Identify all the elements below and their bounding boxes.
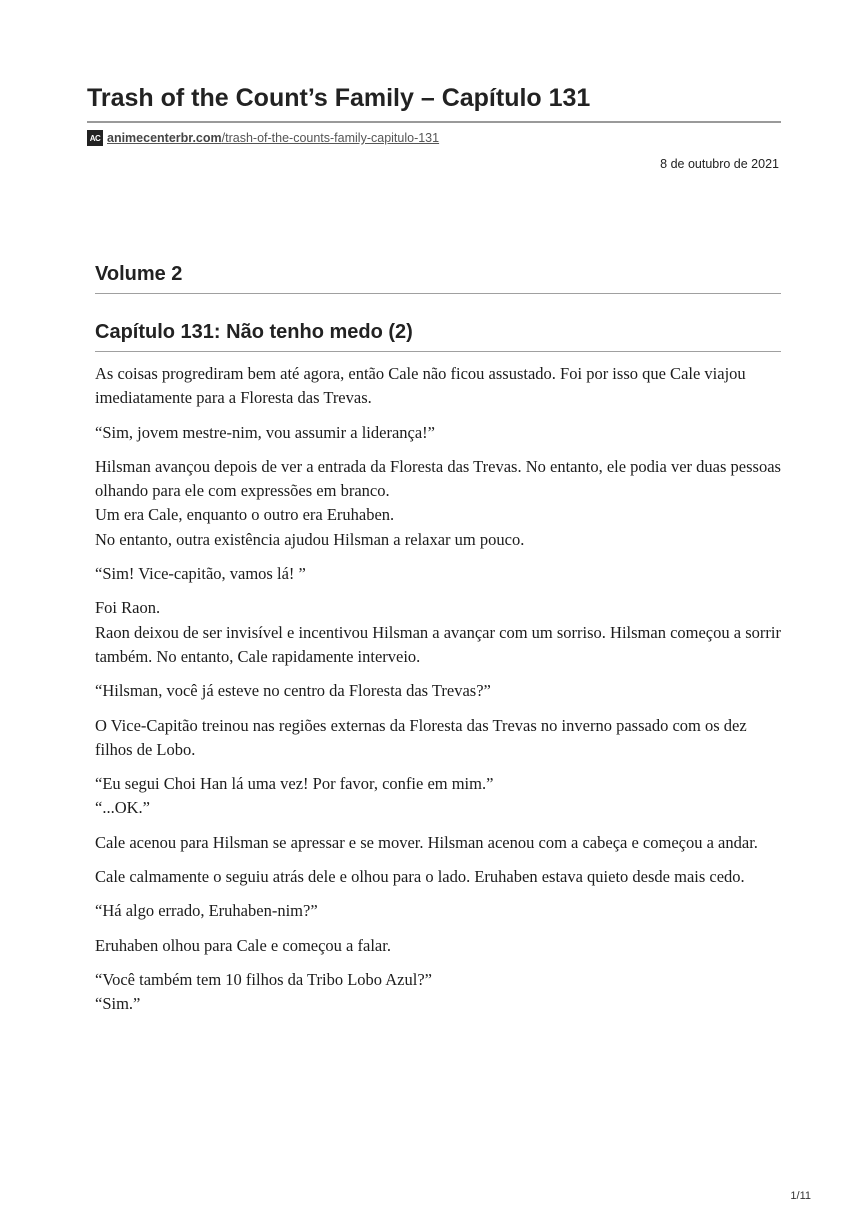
paragraph — [95, 772, 785, 821]
paragraph-line: “Hilsman, você já esteve no centro da Floresta das Trevas?” — [95, 681, 491, 701]
paragraph-line: “Você também tem 10 filhos da Tribo Lobo Azul?” — [95, 969, 432, 989]
volume-heading: Volume 2 — [95, 263, 183, 285]
source-line — [87, 129, 439, 147]
paragraph — [95, 679, 785, 703]
chapter-heading: Capítulo 131: Não tenho medo (2) — [95, 321, 413, 343]
article-body — [95, 362, 785, 1027]
page-title: Trash of the Count’s Family – Capítulo 131 — [87, 84, 591, 112]
paragraph — [95, 865, 785, 889]
paragraph-line: “Sim! Vice-capitão, vamos lá! ” — [95, 564, 306, 584]
title-divider — [87, 121, 781, 123]
source-link[interactable] — [107, 131, 439, 145]
source-path: /trash-of-the-counts-family-capitulo-131 — [221, 131, 440, 145]
paragraph — [95, 421, 785, 445]
chapter-divider — [95, 351, 781, 352]
paragraph — [95, 362, 785, 411]
paragraph — [95, 596, 785, 669]
paragraph-line: “Eu segui Choi Han lá uma vez! Por favor, confie em mim.” — [95, 774, 494, 794]
paragraph-line: As coisas progrediram bem até agora, então Cale não ficou assustado. Foi por isso que Cale viajou imediatamente para a Floresta das Trevas. — [95, 364, 746, 408]
publish-date: 8 de outubro de 2021 — [660, 157, 779, 171]
paragraph — [95, 899, 785, 923]
site-logo-icon: AC — [87, 130, 103, 146]
source-domain: animecenterbr.com — [107, 131, 222, 145]
paragraph — [95, 968, 785, 1017]
paragraph-line: “...OK.” — [95, 798, 150, 818]
paragraph — [95, 714, 785, 763]
paragraph-line: Raon deixou de ser invisível e incentivou Hilsman a avançar com um sorriso. Hilsman começou a sorrir também. No entanto, Cale rapidamente interveio. — [95, 622, 781, 666]
paragraph-line: “Há algo errado, Eruhaben-nim?” — [95, 901, 318, 921]
paragraph-line: Cale calmamente o seguiu atrás dele e olhou para o lado. Eruhaben estava quieto desde mais cedo. — [95, 867, 745, 887]
paragraph-line: Um era Cale, enquanto o outro era Eruhaben. — [95, 505, 395, 525]
paragraph — [95, 934, 785, 958]
page-number: 1/11 — [790, 1190, 811, 1202]
volume-divider — [95, 293, 781, 294]
paragraph — [95, 831, 785, 855]
paragraph-line: Cale acenou para Hilsman se apressar e se mover. Hilsman acenou com a cabeça e começou a andar. — [95, 832, 758, 852]
paragraph-line: No entanto, outra existência ajudou Hilsman a relaxar um pouco. — [95, 529, 525, 549]
paragraph-line: Foi Raon. — [95, 598, 161, 618]
paragraph-line: Eruhaben olhou para Cale e começou a falar. — [95, 935, 391, 955]
paragraph — [95, 455, 785, 552]
paragraph-line: “Sim, jovem mestre-nim, vou assumir a liderança!” — [95, 422, 435, 442]
paragraph-line: O Vice-Capitão treinou nas regiões externas da Floresta das Trevas no inverno passado com os dez filhos de Lobo. — [95, 715, 747, 759]
paragraph-line: “Sim.” — [95, 994, 141, 1014]
paragraph-line: Hilsman avançou depois de ver a entrada da Floresta das Trevas. No entanto, ele podia ver duas pessoas olhando para ele com expressões em branco. — [95, 456, 781, 501]
paragraph — [95, 562, 785, 586]
